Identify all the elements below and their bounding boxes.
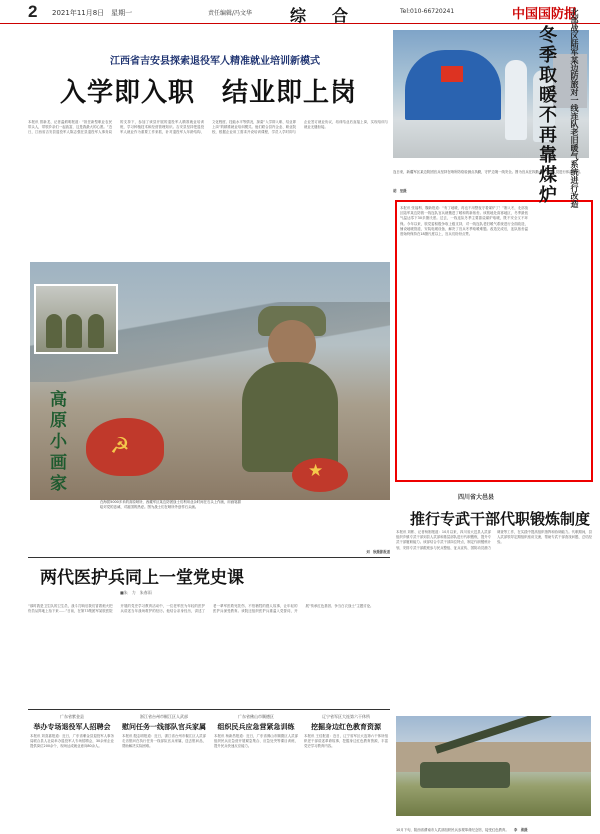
- boxed-article-body: 本报讯 张福利、魏新报道：“有了地暖，再也不用整夜守着煤炉了！”刚入冬，北部战区陆军某边防旅一线连队官兵就搬进了暖和的新宿舍。该旅地处高寒地区，冬季最低气温达零下30多摄氏度。过去，一线连队冬季主要靠烧煤炉取暖，既不安全又不环保。今年以来，旅党委积极争取上级支持，对一线连队老旧暖气系统进行全面改造，铺设地暖管道，安装电暖设备，解决了官兵冬季取暖难题。改造完成后，连队宿舍温度始终保持在18摄氏度以上，官兵们纷纷点赞。: [400, 206, 528, 237]
- item-kicker: 广东省紫金县: [60, 714, 84, 719]
- left-byline: ■朱 力 朱春雨: [120, 590, 152, 595]
- top-photo-caption: [393, 158, 589, 193]
- left-headline: 两代医护兵同上一堂党史课: [40, 568, 244, 588]
- star-icon: ★: [308, 461, 324, 481]
- item-headline: 举办专场退役军人招聘会: [33, 722, 111, 731]
- main-photo: [30, 262, 390, 500]
- photo-vertical-title: 高原小画家: [46, 390, 66, 495]
- section-divider: [28, 709, 390, 710]
- artillery-base: [420, 762, 510, 788]
- main-photo-caption: [100, 500, 390, 558]
- main-headline: 入学即入职 结业即上岗: [60, 78, 358, 108]
- editor-line: 责任编辑/冯文华: [208, 10, 253, 17]
- tent-shape: [405, 50, 501, 120]
- item-body: 本报讯 殷志明报道：近日，浙江省台州市椒江区人武部走访慰问在执行任务一线部队官兵家属，送去慰问品，帮助解决实际困难。: [122, 734, 206, 749]
- item-headline: 慰问任务一线部队官兵家属: [122, 722, 206, 731]
- section-title: 综 合: [290, 6, 354, 25]
- photo-credit: 刘 欣摄影报道: [366, 550, 390, 554]
- bottom-photo: [396, 716, 591, 816]
- item-body: 本报讯 杨新昌报道：近日，广东省佛山市顺德区人武部组织民兵应急营开展紧急集合、应急处突等课目训练，提升民兵快速反应能力。: [214, 734, 298, 749]
- main-kicker: 江西省吉安县探索退役军人精准就业培训新模式: [110, 56, 320, 67]
- item-kicker: 浙江省台州市椒江区人武部: [140, 714, 188, 719]
- inset-photo: [34, 284, 118, 354]
- right-kicker: 四川省大邑县: [458, 494, 495, 501]
- item-kicker: 广东省佛山市顺德区: [238, 714, 274, 719]
- boxed-headline: 冬季取暖不再靠煤炉: [536, 25, 557, 205]
- soldier-figure: [46, 314, 62, 348]
- top-photo: [393, 30, 589, 158]
- item-headline: 挖掘身边红色教育资源: [311, 722, 381, 731]
- right-headline: 推行专武干部代职锻炼制度: [410, 510, 591, 528]
- photo-credit: 胡 坚摄: [393, 189, 407, 193]
- main-article-body: 本报讯 曾新龙、记者温炳明报道：“担任新型职业农民带头人，带领乡亲们一起致富，这是我最大的心愿。”近日，江西省吉安县退役军人陈志强在县退役军人事务局的支持下，参加了该县开展的退役军人精准就业培训班，学习种植技术和经营管理知识。吉安县坚持把退役军人就业作为重要工作来抓，针对退役军人年龄结构、文化程度、技能水平等情况，探索“入学即入职、结业即上岗”的精准就业培训模式。他们联合县内企业、职业院校，根据企业用工需求开设培训课程，学员入学时即与企业签订就业协议，培训结业后直接上岗，实现培训与就业无缝衔接。: [28, 120, 388, 135]
- newspaper-logo: 中国国防报: [512, 7, 578, 22]
- page-number: 2: [28, 2, 38, 21]
- right-article-body: 本报讯 刘彬、记者杨刚报道：10月以来，四川省大邑县人武部组织乡镇专武干部到县人武部和基层部队进行代职锻炼，提升专武干部履职能力。该部结合专武干部岗位特点，制定代职锻炼计划，安排专武干部跟班参与民兵整组、征兵宣传、国防动员潜力调查等工作，在实践中提高组织指挥和协调能力。代职期间，县人武部领导定期组织座谈交流，帮助专武干部查找问题、总结经验。: [396, 530, 592, 550]
- item-kicker: 辽宁省军区大连第六干休所: [322, 714, 370, 719]
- item-body: 本报讯 王佳报道：近日，辽宁省军区大连第六干休所组织老干部讲述革命故事，挖掘身边红色教育资源，丰富党史学习教育内容。: [304, 734, 388, 749]
- boxed-kicker: 北部战区陆军某边防旅对一线连队老旧暖气系统进行改造: [570, 8, 580, 208]
- phone-line: Tel:010-66720241: [400, 8, 455, 15]
- left-article-body: “那时我是卫生队的卫生员，战斗打响后我们冒着炮火把伤员从阵地上抬下来……”日前，在第73集团军某旅医院开展的党史学习教育活动中，一位老军医为年轻的医护兵讲述当年战场救护的经历。他结合亲身经历，讲述了老一辈军医救死扶伤、不怕牺牲的感人故事，让年轻的医护兵深受教育。该院还组织医护兵重温入党誓词，开展“传承红色基因、争当白衣战士”主题讨论。: [28, 604, 374, 614]
- item-body: 本报讯 刘喜嘉报道：近日，广东省紫金县退役军人事务局联合县人社局举办退役军人专场招聘会，30余家企业提供岗位200余个，现场达成就业意向80余人。: [30, 734, 114, 749]
- party-emblem-icon: ☭: [110, 434, 130, 459]
- page-header: [0, 0, 600, 24]
- soldier-figure: [66, 314, 82, 348]
- section-divider: [28, 557, 390, 558]
- photo-credit: 李 勇摄: [513, 828, 528, 832]
- flag-icon: [441, 66, 463, 82]
- bottom-photo-caption: [396, 816, 591, 832]
- medic-figure: [505, 60, 527, 140]
- caption-text: 10月下旬，陕西省渭南市人武部组织民兵参观革命纪念馆，接受红色教育。: [396, 828, 509, 832]
- item-headline: 组织民兵应急营紧急训练: [217, 722, 295, 731]
- soldier-figure: [242, 362, 338, 472]
- caption-text: 在海拔5000多米的高原哨所，西藏军区某边防团战士们利用业余时间在石头上作画，用画笔描绘对党的忠诚、对祖国的热爱。图为战士们在哨所外创作石头画。: [100, 500, 241, 509]
- caption-text: 连日来，新疆军区某边防团官兵坚持在哨所防疫检测点执勤，守护边境一线安全。图为官兵在执勤点对过往人员进行体温检测。: [393, 170, 583, 174]
- issue-date: 2021年11月8日 星期一: [52, 9, 133, 17]
- soldier-figure: [88, 314, 104, 348]
